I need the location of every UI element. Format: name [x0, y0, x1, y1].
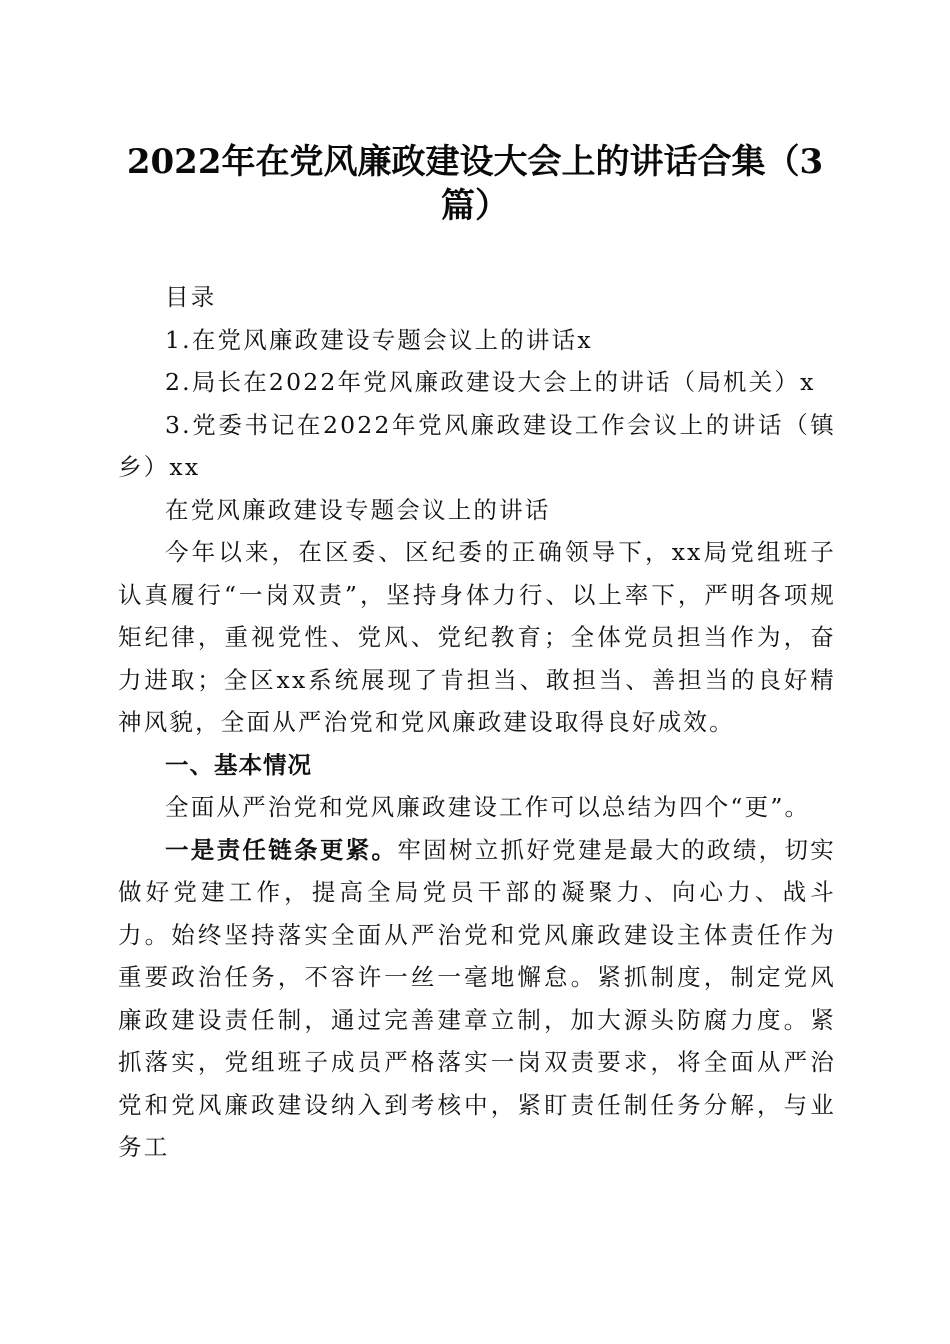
toc-item: 3.党委书记在2022年党风廉政建设工作会议上的讲话（镇乡）xx — [118, 410, 836, 481]
section-heading: 一、基本情况 — [165, 750, 312, 779]
document-body — [118, 276, 836, 1169]
summary-paragraph: 全面从严治党和党风廉政建设工作可以总结为四个“更”。 — [165, 793, 811, 821]
speech-title: 在党风廉政建设专题会议上的讲话 — [165, 495, 551, 524]
toc-item: 2.局长在2022年党风廉政建设大会上的讲话（局机关）x — [165, 368, 816, 396]
point-one-body: 牢固树立抓好党建是最大的政绩，切实做好党建工作，提高全局党员干部的凝聚力、向心力、战斗力。始终坚持落实全面从严治党和党风廉政建设主体责任作为重要政治任务，不容许一丝一毫地懈怠。紧抓制度，制定党风廉政建设责任制，通过完善建章立制，加大源头防腐力度。紧抓落实，党组班子成员严格落实一岗双责要求，将全面从严治党和党风廉政建设纳入到考核中，紧盯责任制任务分解，与业务工 — [118, 835, 836, 1161]
toc-item: 1.在党风廉政建设专题会议上的讲话x — [165, 325, 593, 354]
point-one-lead: 一是责任链条更紧。 — [165, 835, 398, 864]
document-title: 2022年在党风廉政建设大会上的讲话合集（3篇） — [126, 142, 824, 226]
point-one-paragraph — [118, 829, 836, 1169]
toc-heading: 目录 — [165, 283, 217, 311]
intro-paragraph: 今年以来，在区委、区纪委的正确领导下，xx局党组班子认真履行“一岗双责”，坚持身体力行、以上率下，严明各项规矩纪律，重视党性、党风、党纪教育；全体党员担当作为，奋力进取；全区xx系统展现了肯担当、敢担当、善担当的良好精神风貌，全面从严治党和党风廉政建设取得良好成效。 — [118, 538, 836, 736]
